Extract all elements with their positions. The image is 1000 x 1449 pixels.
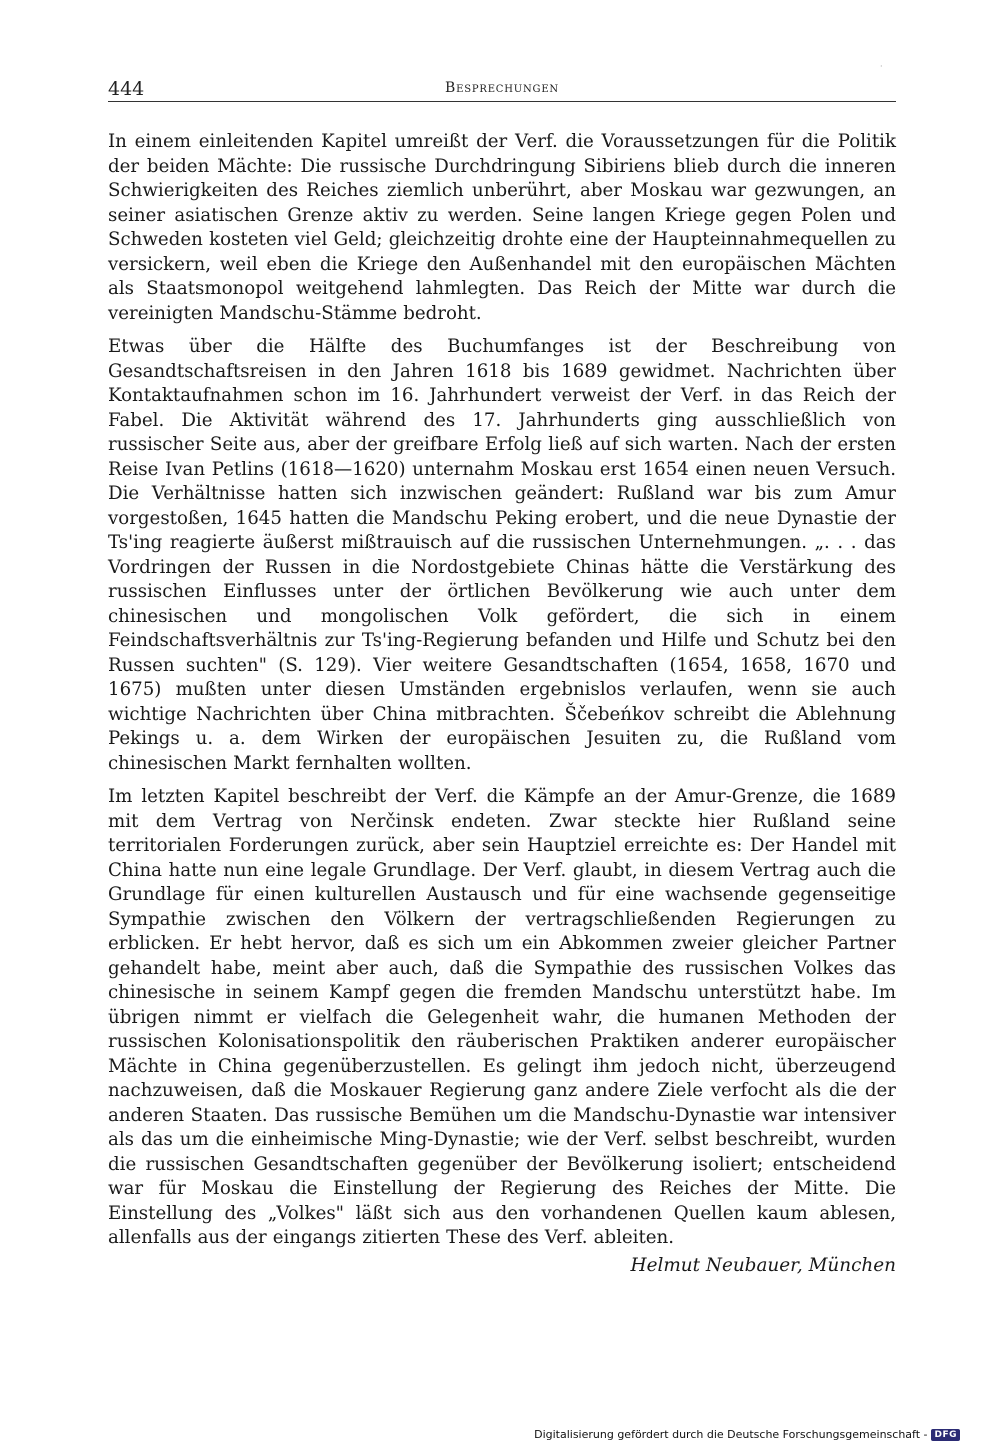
paragraph-3: Im letzten Kapitel beschreibt der Verf. die Kämpfe an der Amur-Grenze, die 1689 mit dem Vertrag von Nerčinsk endeten. Zwar steckte hier Rußland seine territorialen Forderungen zurück, aber sein Hauptziel erreichte es: Der Handel mit China hatte nun eine legale Grundlage. Der Verf. glaubt, in diesem Vertrag auch die Grundlage für einen kulturellen Austausch und für eine wachsende gegenseitige Sympathie zwischen den Völkern der vertragschließenden Regierungen zu erblicken. Er hebt hervor, daß es sich um ein Abkommen zweier gleicher Partner gehandelt habe, meint aber auch, daß die Sympathie des russischen Volkes das chinesische in seinem Kampf gegen die fremden Mandschu unterstützt habe. Im übrigen nimmt er vielfach die Gelegenheit wahr, die humanen Methoden der russischen Kolonisationspolitik den räuberischen Praktiken anderer europäischer Mächte in China gegenüberzustellen. Es gelingt ihm jedoch nicht, überzeugend nachzuweisen, daß die Moskauer Regierung ganz andere Ziele verfocht als die der anderen Staaten. Das russische Bemühen um die Mandschu-Dynastie war intensiver als das um die einheimische Ming-Dynastie; wie der Verf. selbst beschreibt, wurden die russischen Gesandtschaften gegenüber der Bevölkerung isoliert; entscheidend war für Moskau die Einstellung der Regierung des Reiches der Mitte. Die Einstellung des „Volkes" läßt sich aus den vorhandenen Quellen kaum ablesen, allenfalls aus der eingangs zitierten These des Verf. ableiten. bbox=[108, 786, 896, 1248]
running-title: Besprechungen bbox=[445, 80, 559, 96]
paragraph-1: In einem einleitenden Kapitel umreißt der Verf. die Voraussetzungen für die Politik der beiden Mächte: Die russische Durchdringung Sibiriens blieb durch die inneren Schwierigkeiten des Reiches ziemlich unberührt, aber Moskau war gezwungen, an seiner asiatischen Grenze aktiv zu werden. Seine langen Kriege gegen Polen und Schweden kosteten viel Geld; gleichzeitig drohte eine der Haupteinnahmequellen zu versickern, weil eben die Kriege den Außenhandel mit den europäischen Mächten als Staatsmonopol weitgehend lahmlegten. Das Reich der Mitte war durch die vereinigten Mandschu-Stämme bedroht. bbox=[108, 131, 896, 324]
page-number: 444 bbox=[108, 78, 145, 100]
paragraph-2: Etwas über die Hälfte des Buchumfanges ist der Beschreibung von Gesandtschaftsreisen in den Jahren 1618 bis 1689 gewidmet. Nachrichten über Kontaktaufnahmen schon im 16. Jahrhundert verweist der Verf. in das Reich der Fabel. Die Aktivität während des 17. Jahrhunderts ging ausschließlich von russischer Seite aus, aber der greifbare Erfolg ließ auf sich warten. Nach der ersten Reise Ivan Petlins (1618—1620) unternahm Moskau erst 1654 einen neuen Versuch. Die Verhältnisse hatten sich inzwischen geändert: Rußland war bis zum Amur vorgestoßen, 1645 hatten die Mandschu Peking erobert, und die neue Dynastie der Ts'ing reagierte äußerst mißtrauisch auf die russischen Unternehmungen. „. . . das Vordringen der Russen in die Nordostgebiete Chinas hätte die Verstärkung des russischen Einflusses unter der örtlichen Bevölkerung wie auch unter dem chinesischen und mongolischen Volk gefördert, die sich in einem Feindschaftsverhältnis zur Ts'ing-Regierung befanden und Hilfe und Schutz bei den Russen suchten" (S. 129). Vier weitere Gesandtschaften (1654, 1658, 1670 und 1675) mußten unter diesen Umständen ergebnislos verlaufen, wenn sie auch wichtige Nachrichten über China mitbrachten. Ščebeńkov schreibt die Ablehnung Pekings u. a. dem Wirken der europäischen Jesuiten zu, die Rußland vom chinesischen Markt fernhalten wollten. bbox=[108, 336, 896, 774]
dfg-logo: DFG bbox=[931, 1429, 960, 1441]
review-body bbox=[108, 130, 896, 1260]
footer-text: Digitalisierung gefördert durch die Deutsche Forschungsgemeinschaft - bbox=[534, 1428, 928, 1441]
digitization-footer bbox=[534, 1428, 960, 1441]
page-header bbox=[108, 72, 896, 102]
author-signature: Helmut Neubauer, München bbox=[630, 1255, 896, 1276]
header-rule bbox=[108, 101, 896, 102]
margin-mark: · bbox=[880, 62, 883, 71]
